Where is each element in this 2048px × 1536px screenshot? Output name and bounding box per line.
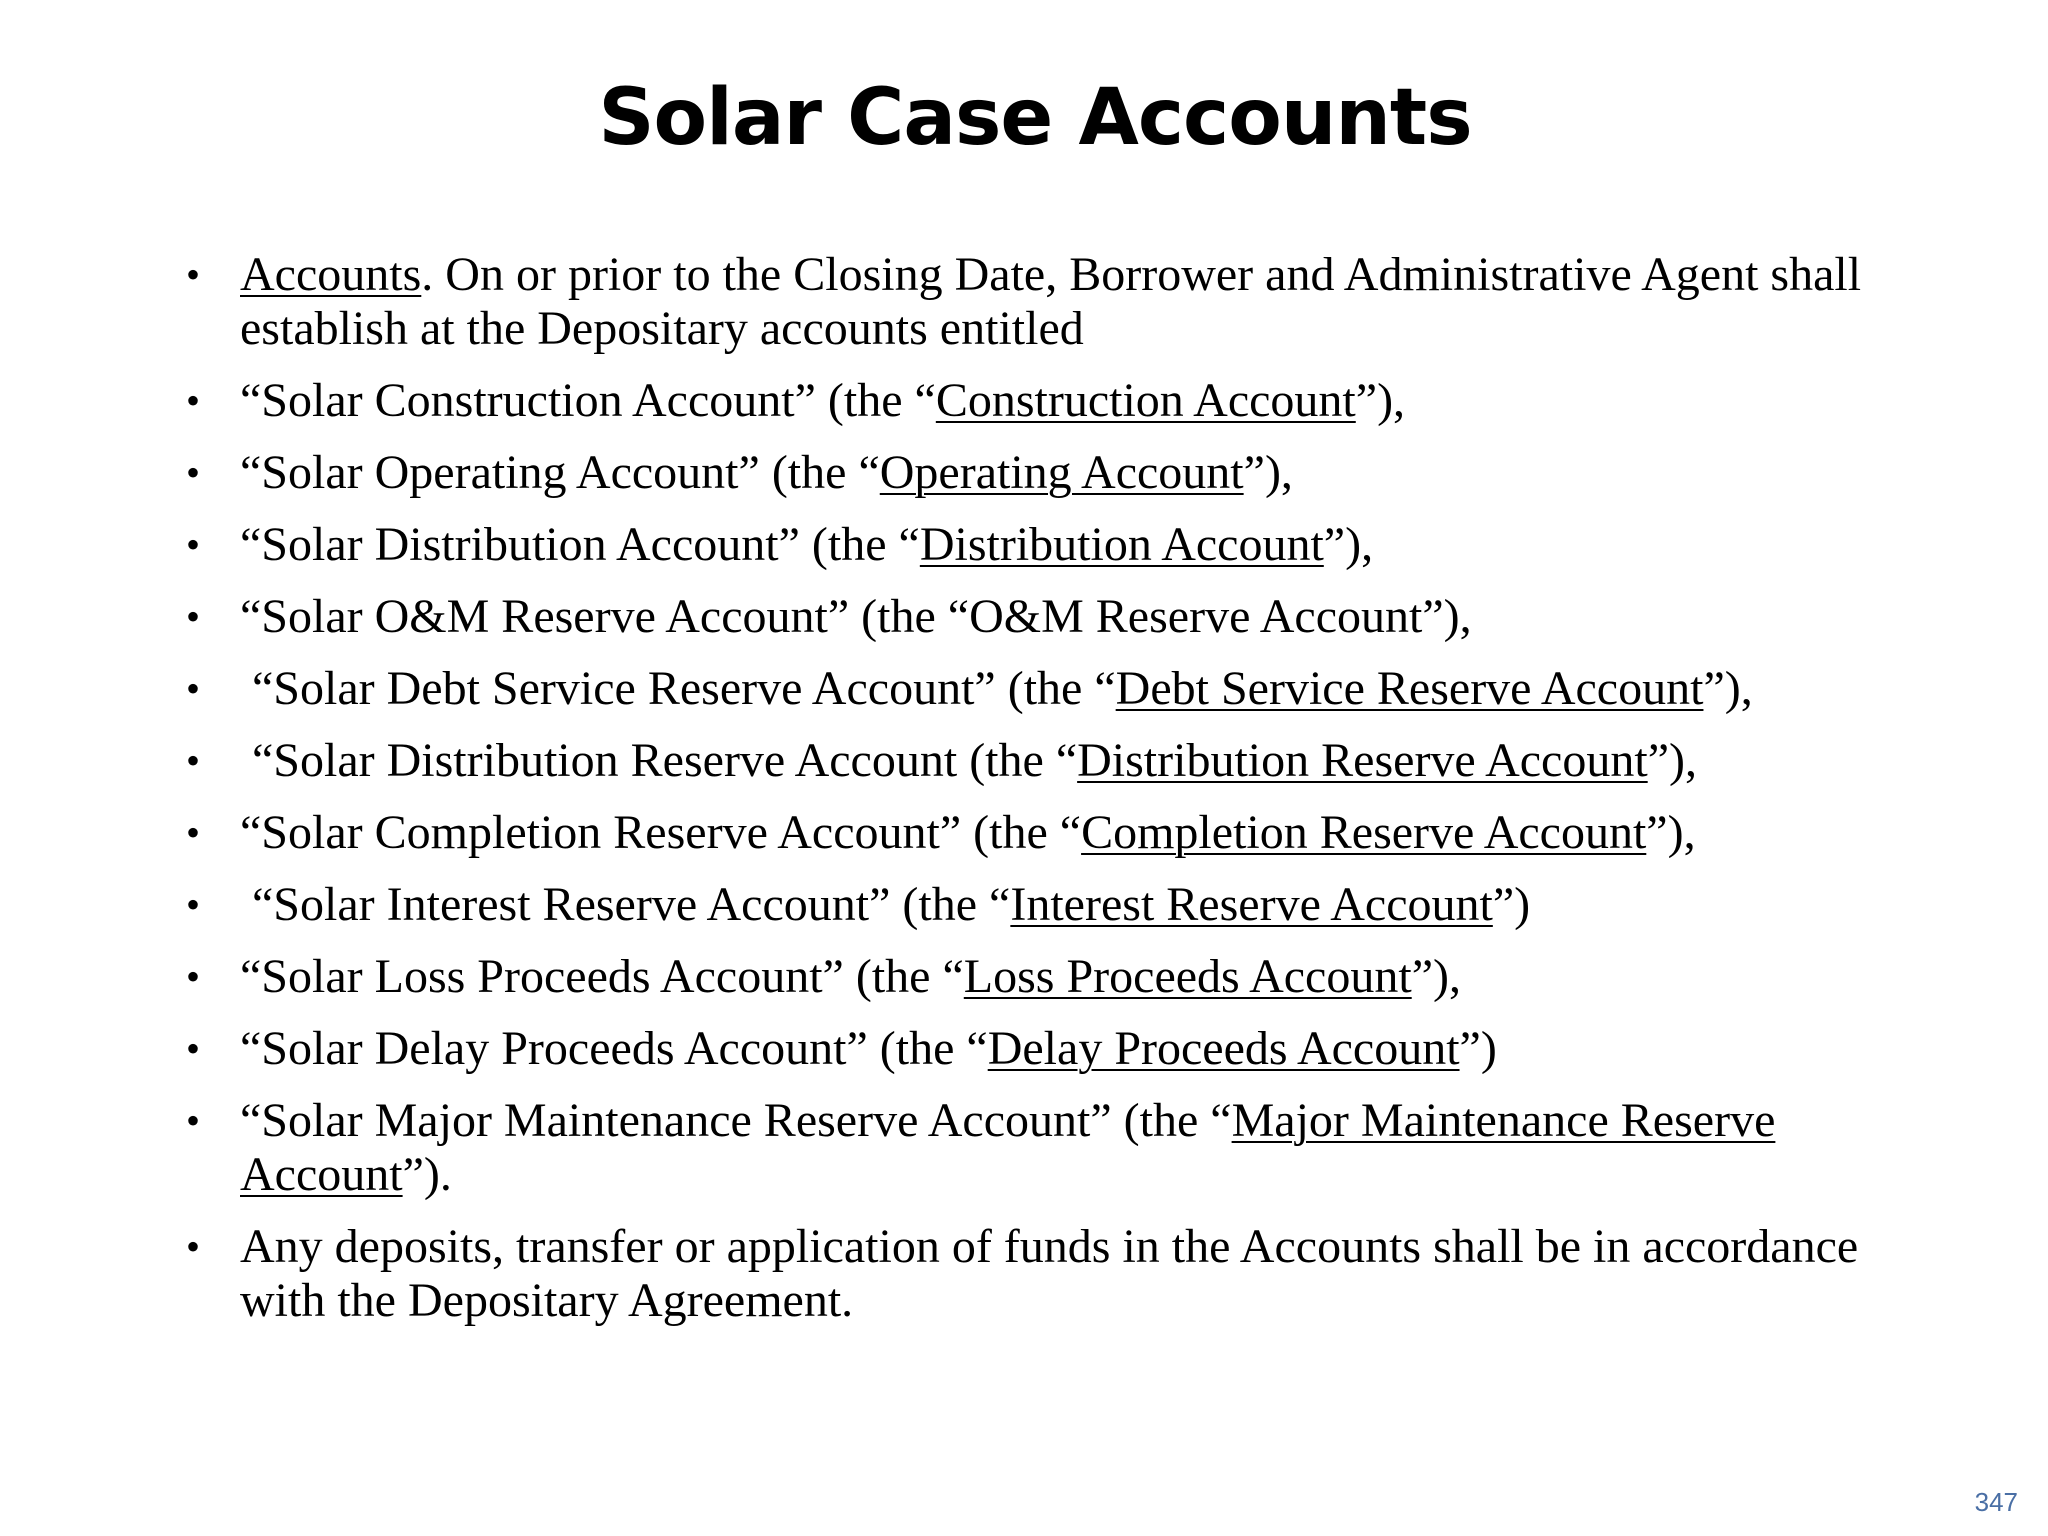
- bullet-item-depositary-agreement: [180, 1220, 1900, 1328]
- page-number: 347: [1974, 1487, 2018, 1517]
- bullet-text: Accounts. On or prior to the Closing Date, Borrower and Administrative Agent shall establish at the Depositary accounts entitled: [240, 248, 1862, 355]
- bullet-item-major-maintenance-reserve-account: [180, 1094, 1900, 1202]
- defined-term: Completion Reserve Account: [1081, 806, 1647, 859]
- defined-term: Delay Proceeds Account: [987, 1022, 1460, 1075]
- bullet-icon: •: [186, 1098, 201, 1143]
- bullet-icon: •: [186, 252, 201, 297]
- defined-term: Operating Account: [879, 446, 1244, 499]
- bullet-text: Any deposits, transfer or application of funds in the Accounts shall be in accordance with the Depositary Agreement.: [240, 1220, 1859, 1327]
- defined-term: Accounts: [240, 248, 422, 301]
- bullet-item-interest-reserve-account: [180, 878, 1900, 932]
- bullet-text: “Solar Debt Service Reserve Account” (the “Debt Service Reserve Account”),: [252, 662, 1753, 715]
- bullet-item-distribution-account: [180, 518, 1900, 572]
- bullet-text: “Solar Distribution Reserve Account (the “Distribution Reserve Account”),: [252, 734, 1697, 787]
- bullet-icon: •: [186, 522, 201, 567]
- bullet-text: “Solar Construction Account” (the “Construction Account”),: [240, 374, 1406, 427]
- bullet-icon: •: [186, 594, 201, 639]
- bullet-text: “Solar Loss Proceeds Account” (the “Loss Proceeds Account”),: [240, 950, 1461, 1003]
- bullet-text: “Solar Completion Reserve Account” (the “Completion Reserve Account”),: [240, 806, 1696, 859]
- bullet-item-delay-proceeds-account: [180, 1022, 1900, 1076]
- slide-title: Solar Case Accounts: [598, 73, 1472, 163]
- bullet-icon: •: [186, 1224, 201, 1269]
- bullet-icon: •: [186, 450, 201, 495]
- bullet-item-operating-account: [180, 446, 1900, 500]
- bullet-text: “Solar O&M Reserve Account” (the “O&M Reserve Account”),: [240, 590, 1472, 643]
- defined-term: Interest Reserve Account: [1010, 878, 1493, 931]
- bullet-icon: •: [186, 882, 201, 927]
- bullet-list: [180, 248, 1900, 1346]
- bullet-text: “Solar Delay Proceeds Account” (the “Delay Proceeds Account”): [240, 1022, 1497, 1075]
- bullet-text: “Solar Distribution Account” (the “Distribution Account”),: [240, 518, 1374, 571]
- bullet-item-accounts: [180, 248, 1900, 356]
- defined-term: Major Maintenance Reserve Account: [240, 1094, 1776, 1201]
- bullet-icon: •: [186, 954, 201, 999]
- bullet-text: “Solar Operating Account” (the “Operating Account”),: [240, 446, 1293, 499]
- defined-term: Debt Service Reserve Account: [1115, 662, 1704, 715]
- bullet-icon: •: [186, 666, 201, 711]
- bullet-item-construction-account: [180, 374, 1900, 428]
- bullet-item-distribution-reserve-account: [180, 734, 1900, 788]
- bullet-icon: •: [186, 738, 201, 783]
- defined-term: Construction Account: [935, 374, 1356, 427]
- bullet-item-om-reserve-account: [180, 590, 1900, 644]
- defined-term: Distribution Account: [919, 518, 1324, 571]
- bullet-icon: •: [186, 810, 201, 855]
- bullet-item-completion-reserve-account: [180, 806, 1900, 860]
- defined-term: Distribution Reserve Account: [1077, 734, 1648, 787]
- bullet-icon: •: [186, 378, 201, 423]
- bullet-item-loss-proceeds-account: [180, 950, 1900, 1004]
- defined-term: Loss Proceeds Account: [963, 950, 1412, 1003]
- bullet-icon: •: [186, 1026, 201, 1071]
- bullet-item-debt-service-reserve-account: [180, 662, 1900, 716]
- bullet-text: “Solar Major Maintenance Reserve Account” (the “Major Maintenance Reserve Account”).: [240, 1094, 1776, 1201]
- bullet-text: “Solar Interest Reserve Account” (the “Interest Reserve Account”): [252, 878, 1531, 931]
